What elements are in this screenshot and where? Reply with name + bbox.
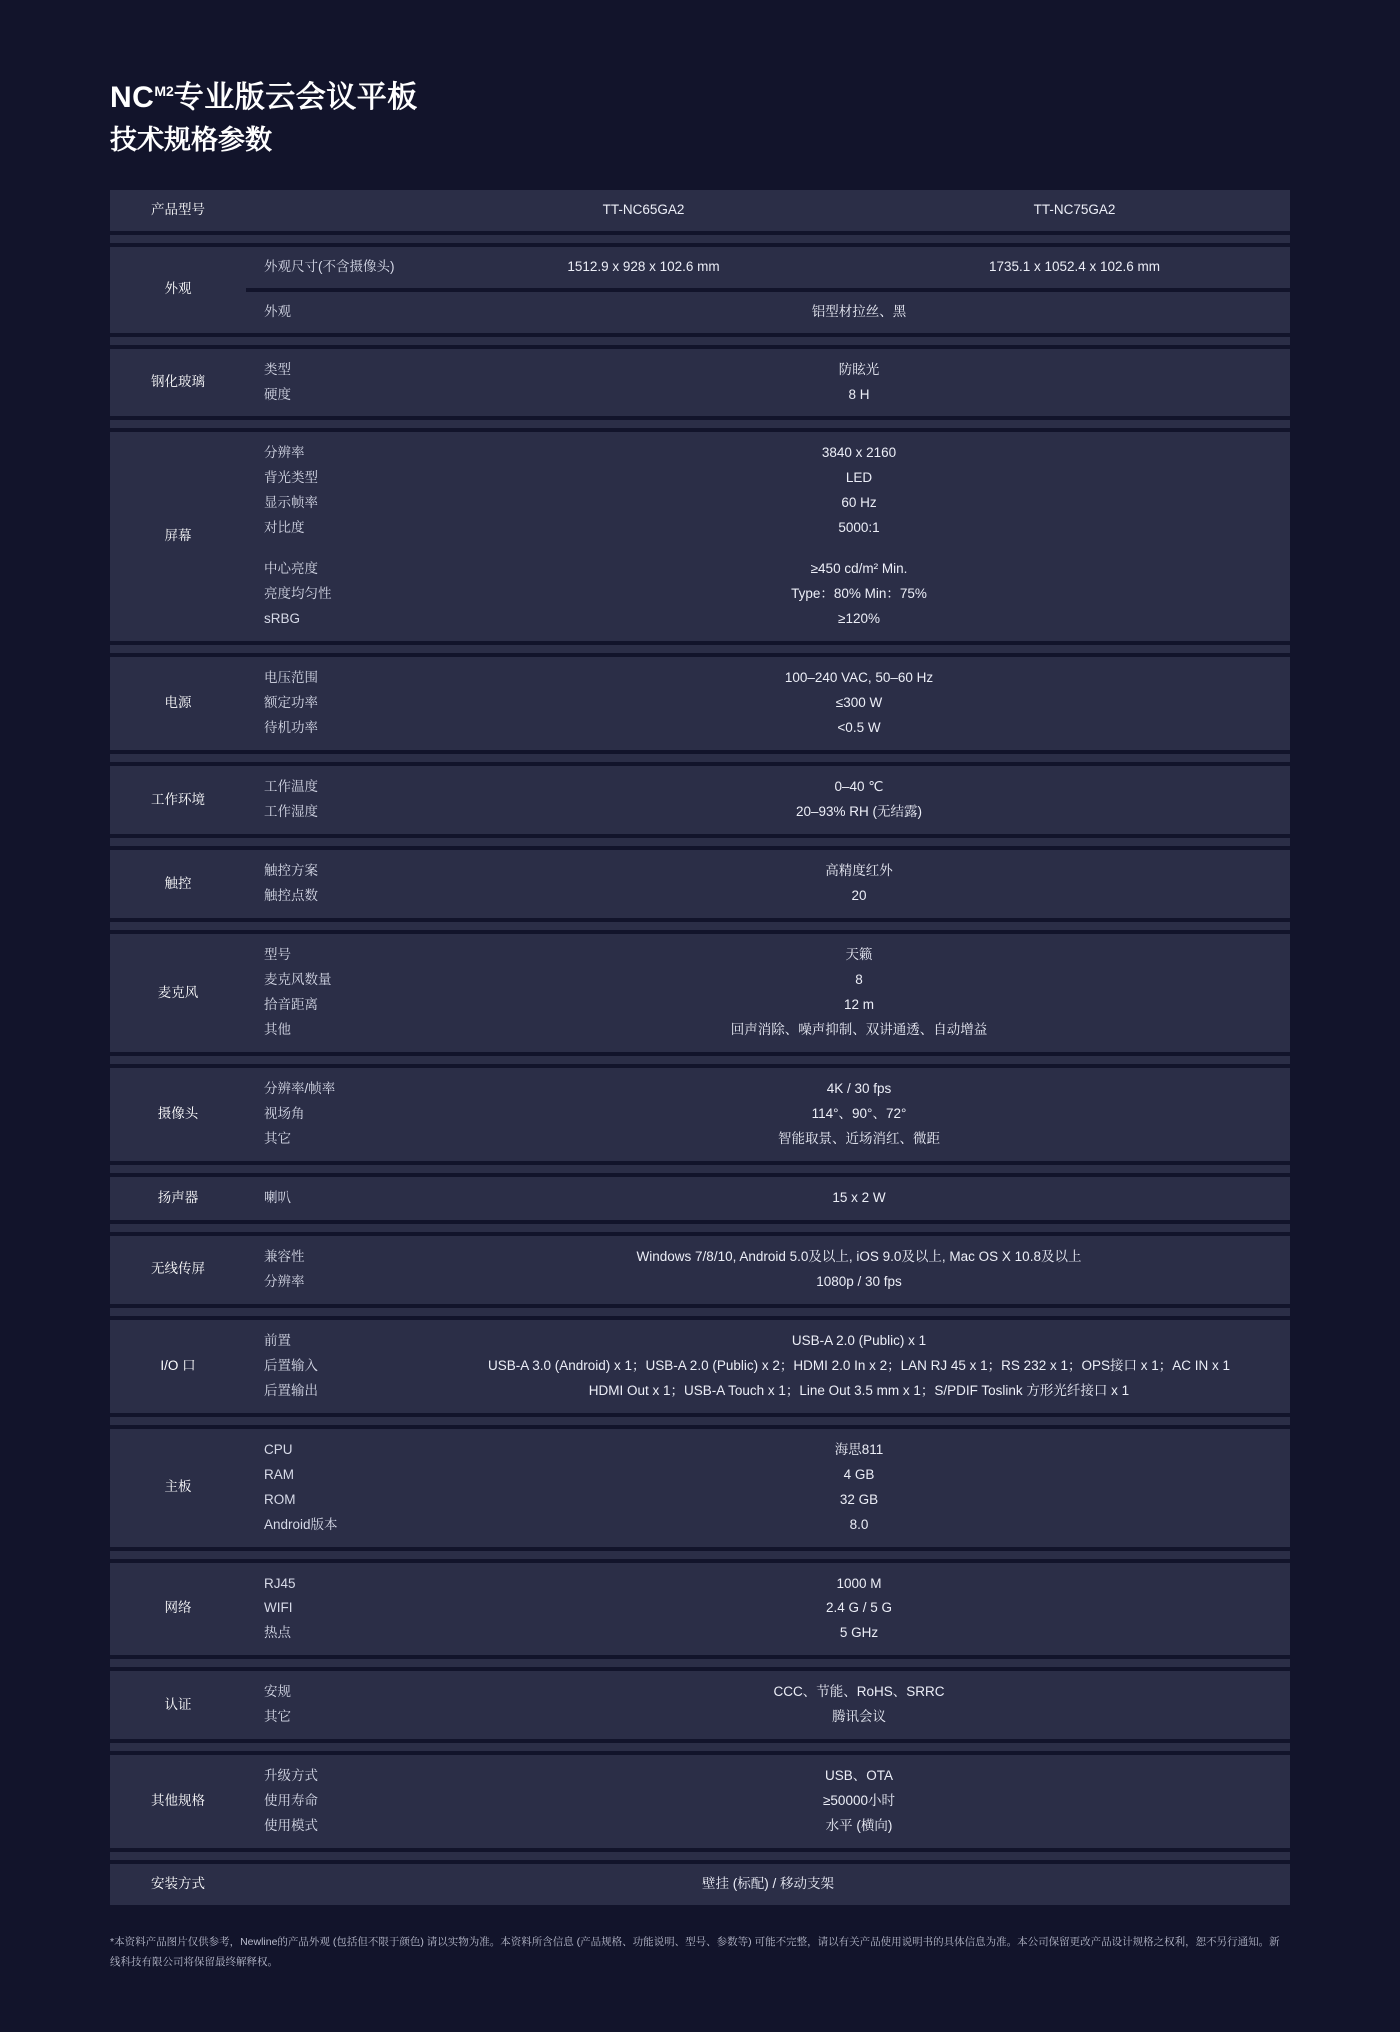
- spec-category-text: 扬声器: [157, 1189, 199, 1205]
- spec-category: [110, 1320, 246, 1413]
- spec-line: Android版本: [264, 1516, 338, 1532]
- spec-line: 对比度: [264, 520, 305, 536]
- spec-line: LED: [845, 470, 873, 486]
- spec-value-list: [428, 1563, 1290, 1656]
- row-spacer-cell: [110, 1165, 1290, 1173]
- spec-line: 分辨率: [264, 445, 305, 461]
- spec-table-wrap: [110, 186, 1290, 1910]
- spec-value-list: [428, 1068, 1290, 1161]
- spec-value-list-text: [428, 1068, 1290, 1161]
- spec-line: 15 x 2 W: [832, 1189, 886, 1205]
- spec-category: [110, 1429, 246, 1547]
- spec-line: 视场角: [264, 1105, 305, 1121]
- install-label-text: 安装方式: [151, 1876, 205, 1892]
- row-spacer-cell: [110, 754, 1290, 762]
- spec-subitem-list: [246, 1429, 428, 1547]
- table-row: [110, 1755, 1290, 1848]
- spec-category: [110, 934, 246, 1052]
- table-row: [110, 1429, 1290, 1547]
- row-spacer-cell: [110, 838, 1290, 846]
- spec-subitem-list: [246, 1755, 428, 1848]
- page-header: [0, 0, 1400, 160]
- spec-value-list-text: [428, 349, 1290, 417]
- spec-line: 海思811: [834, 1441, 884, 1457]
- spec-line: 热点: [264, 1625, 291, 1641]
- row-spacer: [110, 1056, 1290, 1064]
- spec-value-list-text: [428, 432, 1290, 641]
- row-spacer-cell: [110, 1852, 1290, 1860]
- spec-category: [110, 1755, 246, 1848]
- spec-subitem-text: 外观尺寸(不含摄像头): [264, 258, 395, 274]
- table-row: [110, 1236, 1290, 1304]
- spec-subitem-list: [246, 934, 428, 1052]
- table-row: [110, 934, 1290, 1052]
- spec-line: 4 GB: [843, 1466, 875, 1482]
- spec-value-list-text: [428, 1429, 1290, 1547]
- spec-line: 喇叭: [264, 1189, 291, 1205]
- spec-line: HDMI Out x 1；USB-A Touch x 1；Line Out 3.5 mm x 1；S/PDIF Toslink 方形光纤接口 x 1: [588, 1382, 1130, 1398]
- table-row: [110, 1320, 1290, 1413]
- row-spacer-cell: [110, 1056, 1290, 1064]
- spec-subitem-list-text: [246, 657, 428, 750]
- spec-line: CPU: [264, 1441, 293, 1457]
- spec-line: ≤300 W: [835, 695, 883, 711]
- spec-subitem-list-text: [246, 1755, 428, 1848]
- spec-line: 触控点数: [264, 888, 318, 904]
- table-row: [110, 657, 1290, 750]
- spec-value-list: [428, 1177, 1290, 1220]
- spec-subitem-list-text: [246, 432, 428, 641]
- spec-subitem-list: [246, 850, 428, 918]
- row-spacer-cell: [110, 420, 1290, 428]
- spec-category: [110, 1236, 246, 1304]
- spec-value-list: [428, 1236, 1290, 1304]
- spec-value-list-text: [428, 766, 1290, 834]
- spec-line: 32 GB: [839, 1491, 879, 1507]
- spec-subitem-list: [246, 1320, 428, 1413]
- spec-category-text: I/O 口: [160, 1357, 196, 1373]
- spec-category: [110, 349, 246, 417]
- spec-line: 硬度: [264, 386, 291, 402]
- spec-subitem-list-text: [246, 1177, 428, 1220]
- spec-line: 其它: [264, 1709, 291, 1725]
- spec-line: CCC、节能、RoHS、SRRC: [773, 1684, 945, 1700]
- spec-value-list-text: [428, 1671, 1290, 1739]
- spec-value-text: 铝型材拉丝、黑: [811, 303, 907, 319]
- spec-line: 20–93% RH (无结露): [795, 804, 923, 820]
- spec-line: Windows 7/8/10, Android 5.0及以上, iOS 9.0及以上, Mac OS X 10.8及以上: [636, 1248, 1082, 1264]
- row-spacer: [110, 1224, 1290, 1232]
- spec-value-list-text: [428, 1755, 1290, 1848]
- spec-line: 安规: [264, 1684, 291, 1700]
- spec-line: 显示帧率: [264, 495, 318, 511]
- spec-table: [110, 186, 1290, 1910]
- spec-category-text: 摄像头: [157, 1105, 199, 1121]
- spec-subitem-list: [246, 349, 428, 417]
- spec-line: ≥450 cd/m² Min.: [810, 561, 908, 577]
- spec-category: [110, 850, 246, 918]
- spec-subitem: [246, 247, 428, 288]
- row-spacer-cell: [110, 1308, 1290, 1316]
- spec-line: 4K / 30 fps: [826, 1080, 892, 1096]
- table-row: [110, 766, 1290, 834]
- spec-line: <0.5 W: [837, 720, 881, 736]
- spec-line: 使用寿命: [264, 1793, 318, 1809]
- spec-line: 20: [851, 888, 867, 904]
- spec-line: 1080p / 30 fps: [816, 1273, 902, 1289]
- spec-subitem-list: [246, 432, 428, 641]
- row-spacer: [110, 838, 1290, 846]
- spec-subitem-list: [246, 766, 428, 834]
- spec-line: 电压范围: [264, 670, 318, 686]
- spec-value-model1: [428, 247, 859, 288]
- spec-line: 中心亮度: [264, 561, 318, 577]
- table-row: [110, 432, 1290, 641]
- row-spacer: [110, 337, 1290, 345]
- page-title: [110, 78, 1400, 119]
- model-2-text: TT-NC75GA2: [1033, 201, 1116, 217]
- row-spacer: [110, 754, 1290, 762]
- spec-line: 回声消除、噪声抑制、双讲通透、自动增益: [730, 1021, 988, 1037]
- spec-category-text: 钢化玻璃: [151, 374, 205, 390]
- row-spacer-cell: [110, 1417, 1290, 1425]
- table-row: [110, 349, 1290, 417]
- row-spacer-cell: [110, 1224, 1290, 1232]
- row-spacer: [110, 1852, 1290, 1860]
- spec-subitem-list-text: [246, 850, 428, 918]
- spec-line: 使用模式: [264, 1818, 318, 1834]
- row-spacer: [110, 1551, 1290, 1559]
- spec-value-list: [428, 1671, 1290, 1739]
- spec-line: 背光类型: [264, 470, 318, 486]
- row-spacer: [110, 1659, 1290, 1667]
- row-spacer: [110, 1308, 1290, 1316]
- spec-line: 防眩光: [838, 361, 880, 377]
- table-row-model: [110, 190, 1290, 231]
- install-value: [246, 1864, 1290, 1905]
- spec-value-list: [428, 657, 1290, 750]
- spec-value-list-text: [428, 1320, 1290, 1413]
- spec-category: [110, 1671, 246, 1739]
- spec-value-list: [428, 766, 1290, 834]
- table-row: [110, 850, 1290, 918]
- spec-category: [110, 247, 246, 333]
- spec-line: 型号: [264, 947, 291, 963]
- spec-value-list-text: [428, 1236, 1290, 1304]
- spec-line: 3840 x 2160: [821, 445, 897, 461]
- spec-line: 前置: [264, 1332, 291, 1348]
- table-row: [110, 1671, 1290, 1739]
- spec-line: ≥120%: [838, 611, 880, 627]
- spec-category: [110, 432, 246, 641]
- row-spacer-cell: [110, 1551, 1290, 1559]
- spec-value: [428, 292, 1290, 333]
- table-row: [110, 1177, 1290, 1220]
- spec-category-text: 其他规格: [151, 1793, 205, 1809]
- spec-value-list: [428, 1429, 1290, 1547]
- spec-line: 智能取景、近场消红、微距: [778, 1130, 940, 1146]
- spec-category-text: 网络: [164, 1600, 192, 1616]
- spec-line: 工作温度: [264, 779, 318, 795]
- spec-subitem-list-text: [246, 766, 428, 834]
- spec-category-text: 无线传屏: [151, 1261, 205, 1277]
- spec-subitem-list-text: [246, 1429, 428, 1547]
- table-row: [110, 1068, 1290, 1161]
- spec-value-model2: [859, 247, 1290, 288]
- spec-value-list: [428, 349, 1290, 417]
- spec-category-text: 触控: [164, 875, 192, 891]
- spec-line: 待机功率: [264, 720, 318, 736]
- spec-line: 后置输入: [264, 1357, 318, 1373]
- spec-line: 后置输出: [264, 1382, 318, 1398]
- spec-subitem-text: 外观: [264, 303, 291, 319]
- spec-line: 类型: [264, 361, 291, 377]
- spec-line: 水平 (横向): [825, 1818, 893, 1834]
- spec-line: 2.4 G / 5 G: [825, 1600, 893, 1616]
- spec-line: 100–240 VAC, 50–60 Hz: [784, 670, 934, 686]
- spec-value-list: [428, 1320, 1290, 1413]
- spec-line: 12 m: [843, 996, 874, 1012]
- spec-line: 5 GHz: [839, 1625, 879, 1641]
- spec-category-text: 外观: [164, 281, 192, 297]
- spec-line: 兼容性: [264, 1248, 305, 1264]
- table-row: [110, 247, 1290, 288]
- spec-subitem-list: [246, 1236, 428, 1304]
- spec-value-list-text: [428, 657, 1290, 750]
- spec-category: [110, 1563, 246, 1656]
- spec-value-model2-text: 1735.1 x 1052.4 x 102.6 mm: [988, 258, 1161, 274]
- spec-line: 麦克风数量: [264, 972, 332, 988]
- row-spacer: [110, 645, 1290, 653]
- spec-value-list-text: [428, 850, 1290, 918]
- row-spacer-cell: [110, 235, 1290, 243]
- spec-category-text: 认证: [164, 1696, 192, 1712]
- page-subtitle: 技术规格参数: [110, 124, 272, 155]
- spec-subitem-list: [246, 1671, 428, 1739]
- spec-line: ROM: [264, 1491, 296, 1507]
- install-value-text: 壁挂 (标配) / 移动支架: [702, 1876, 834, 1892]
- table-row-install: [110, 1864, 1290, 1905]
- spec-subitem-list: [246, 1563, 428, 1656]
- spec-category-text: 工作环境: [151, 791, 205, 807]
- spec-line: 高精度红外: [825, 863, 893, 879]
- spec-line: RAM: [264, 1466, 294, 1482]
- spec-line: USB-A 2.0 (Public) x 1: [791, 1332, 927, 1348]
- spec-line: 工作湿度: [264, 804, 318, 820]
- spec-category: [110, 1068, 246, 1161]
- page-title-superscript: M2: [154, 83, 174, 99]
- spec-line: 腾讯会议: [832, 1709, 886, 1725]
- spec-value-list-text: [428, 1177, 1290, 1220]
- spec-line: 触控方案: [264, 863, 318, 879]
- spec-value-list-text: [428, 934, 1290, 1052]
- row-spacer: [110, 922, 1290, 930]
- spec-line: 60 Hz: [841, 495, 877, 511]
- spec-value-list: [428, 850, 1290, 918]
- spec-category: [110, 766, 246, 834]
- spec-line: 0–40 ℃: [834, 779, 884, 795]
- row-spacer-cell: [110, 337, 1290, 345]
- page-title-main: NC: [110, 81, 155, 114]
- spec-subitem-list: [246, 1068, 428, 1161]
- model-row-label: [110, 190, 246, 231]
- model-1: [428, 190, 859, 231]
- spec-value-list: [428, 432, 1290, 641]
- spec-category: [110, 657, 246, 750]
- row-spacer-cell: [110, 922, 1290, 930]
- spec-subitem-list: [246, 1177, 428, 1220]
- spec-category: [110, 1177, 246, 1220]
- spec-subitem-list-text: [246, 1068, 428, 1161]
- row-spacer: [110, 1743, 1290, 1751]
- spec-line: sRBG: [264, 611, 301, 627]
- spec-category-text: 屏幕: [164, 528, 192, 544]
- spec-value-list: [428, 934, 1290, 1052]
- page-title-rest: 专业版云会议平板: [173, 81, 418, 114]
- row-spacer: [110, 1165, 1290, 1173]
- spec-line: 额定功率: [264, 695, 318, 711]
- spec-subitem-list-text: [246, 1236, 428, 1304]
- spec-subitem-list-text: [246, 349, 428, 417]
- row-spacer: [110, 235, 1290, 243]
- spec-line: 拾音距离: [264, 996, 318, 1012]
- spec-category-text: 电源: [164, 695, 192, 711]
- spec-line: 8: [855, 972, 863, 988]
- spec-line: 8 H: [848, 386, 870, 402]
- spec-line: 其他: [264, 1021, 291, 1037]
- spec-line: WIFI: [264, 1600, 293, 1616]
- model-row-blank: [246, 190, 428, 231]
- spec-line: USB、OTA: [824, 1768, 893, 1784]
- spec-line: Type：80% Min：75%: [791, 586, 927, 602]
- spec-line: 亮度均匀性: [264, 586, 332, 602]
- spec-line: 114°、90°、72°: [811, 1105, 907, 1121]
- model-2: [859, 190, 1290, 231]
- row-spacer: [110, 420, 1290, 428]
- spec-line: ≥50000小时: [823, 1793, 895, 1809]
- spec-line: USB-A 3.0 (Android) x 1；USB-A 2.0 (Public) x 2；HDMI 2.0 In x 2；LAN RJ 45 x 1；RS 232 x 1；OPS接口 x 1；AC IN x 1: [487, 1357, 1230, 1373]
- table-row: [110, 292, 1290, 333]
- row-spacer: [110, 1417, 1290, 1425]
- spec-subitem-list: [246, 657, 428, 750]
- model-row-label-text: 产品型号: [151, 201, 205, 217]
- spec-subitem-list-text: [246, 1671, 428, 1739]
- spec-value-model1-text: 1512.9 x 928 x 102.6 mm: [567, 258, 720, 274]
- spec-line: 1000 M: [836, 1575, 882, 1591]
- footnote: *本资料产品图片仅供参考，Newline的产品外观 (包括但不限于颜色) 请以实物为准。本资料所含信息 (产品规格、功能说明、型号、参数等) 可能不完整，请以有关产品使用说明书的具体信息为准。本公司保留更改产品设计规格之权利，恕不另行通知。新线科技有限公司将保留最终解释权。: [110, 1936, 1280, 1968]
- spec-line: 其它: [264, 1130, 291, 1146]
- spec-line: 升级方式: [264, 1768, 318, 1784]
- spec-line: 5000:1: [838, 520, 880, 536]
- spec-subitem-list-text: [246, 1320, 428, 1413]
- spec-value-list-text: [428, 1563, 1290, 1656]
- spec-line: 分辨率: [264, 1273, 305, 1289]
- spec-subitem: [246, 292, 428, 333]
- spec-line: 8.0: [849, 1516, 869, 1532]
- table-row: [110, 1563, 1290, 1656]
- spec-category-text: 麦克风: [157, 984, 199, 1000]
- spec-value-list: [428, 1755, 1290, 1848]
- row-spacer-cell: [110, 645, 1290, 653]
- model-1-text: TT-NC65GA2: [602, 201, 685, 217]
- spec-subitem-list-text: [246, 1563, 428, 1656]
- spec-line: 分辨率/帧率: [264, 1080, 336, 1096]
- spec-line: RJ45: [264, 1575, 296, 1591]
- spec-category-text: 主板: [164, 1479, 192, 1495]
- row-spacer-cell: [110, 1659, 1290, 1667]
- spec-subitem-list-text: [246, 934, 428, 1052]
- row-spacer-cell: [110, 1743, 1290, 1751]
- spec-line: 天籁: [845, 947, 873, 963]
- install-label: [110, 1864, 246, 1905]
